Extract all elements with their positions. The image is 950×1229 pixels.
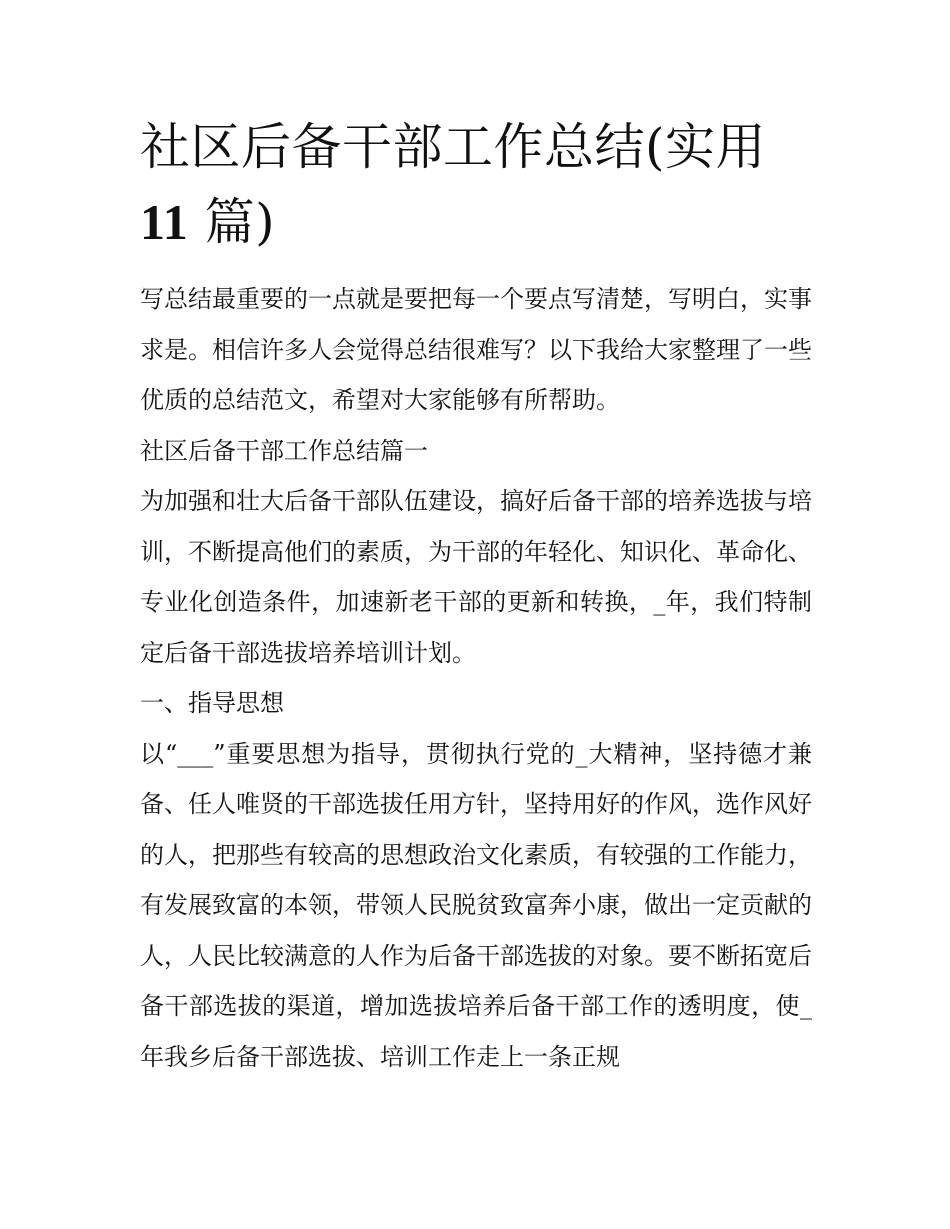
body-paragraph: 以“___”重要思想为指导，贯彻执行党的_大精神，坚持德才兼备、任人唯贤的干部选拔任用方针，坚持用好的作风，选作风好的人，把那些有较高的思想政治文化素质，有较强的工作能力，有发展致富的本领，带领人民脱贫致富奔小康，做出一定贡献的人，人民比较满意的人作为后备干部选拔的对象。要不断拓宽后备干部选拔的渠道，增加选拔培养后备干部工作的透明度，使_年我乡后备干部选拔、培训工作走上一条正规 xyxy=(140,739,812,1071)
subsection-heading: 一、指导思想 xyxy=(140,689,284,717)
intro-paragraph: 写总结最重要的一点就是要把每一个要点写清楚，写明白，实事求是。相信许多人会觉得总结很难写？以下我给大家整理了一些优质的总结范文，希望对大家能够有所帮助。 xyxy=(140,285,812,414)
document-page xyxy=(140,110,812,1082)
document-body xyxy=(140,274,812,1082)
title-number: 11 xyxy=(140,194,189,250)
title-end: 篇) xyxy=(204,193,276,251)
body-paragraph: 为加强和壮大后备干部队伍建设，搞好后备干部的培养选拔与培训，不断提高他们的素质，为干部的年轻化、知识化、革命化、专业化创造条件，加速新老干部的更新和转换，_年，我们特制定后备干部选拔培养培训计划。 xyxy=(140,487,812,667)
document-title xyxy=(140,110,812,260)
title-text: 社区后备干部工作总结(实用 xyxy=(140,118,767,176)
section-heading: 社区后备干部工作总结篇一 xyxy=(140,436,428,465)
